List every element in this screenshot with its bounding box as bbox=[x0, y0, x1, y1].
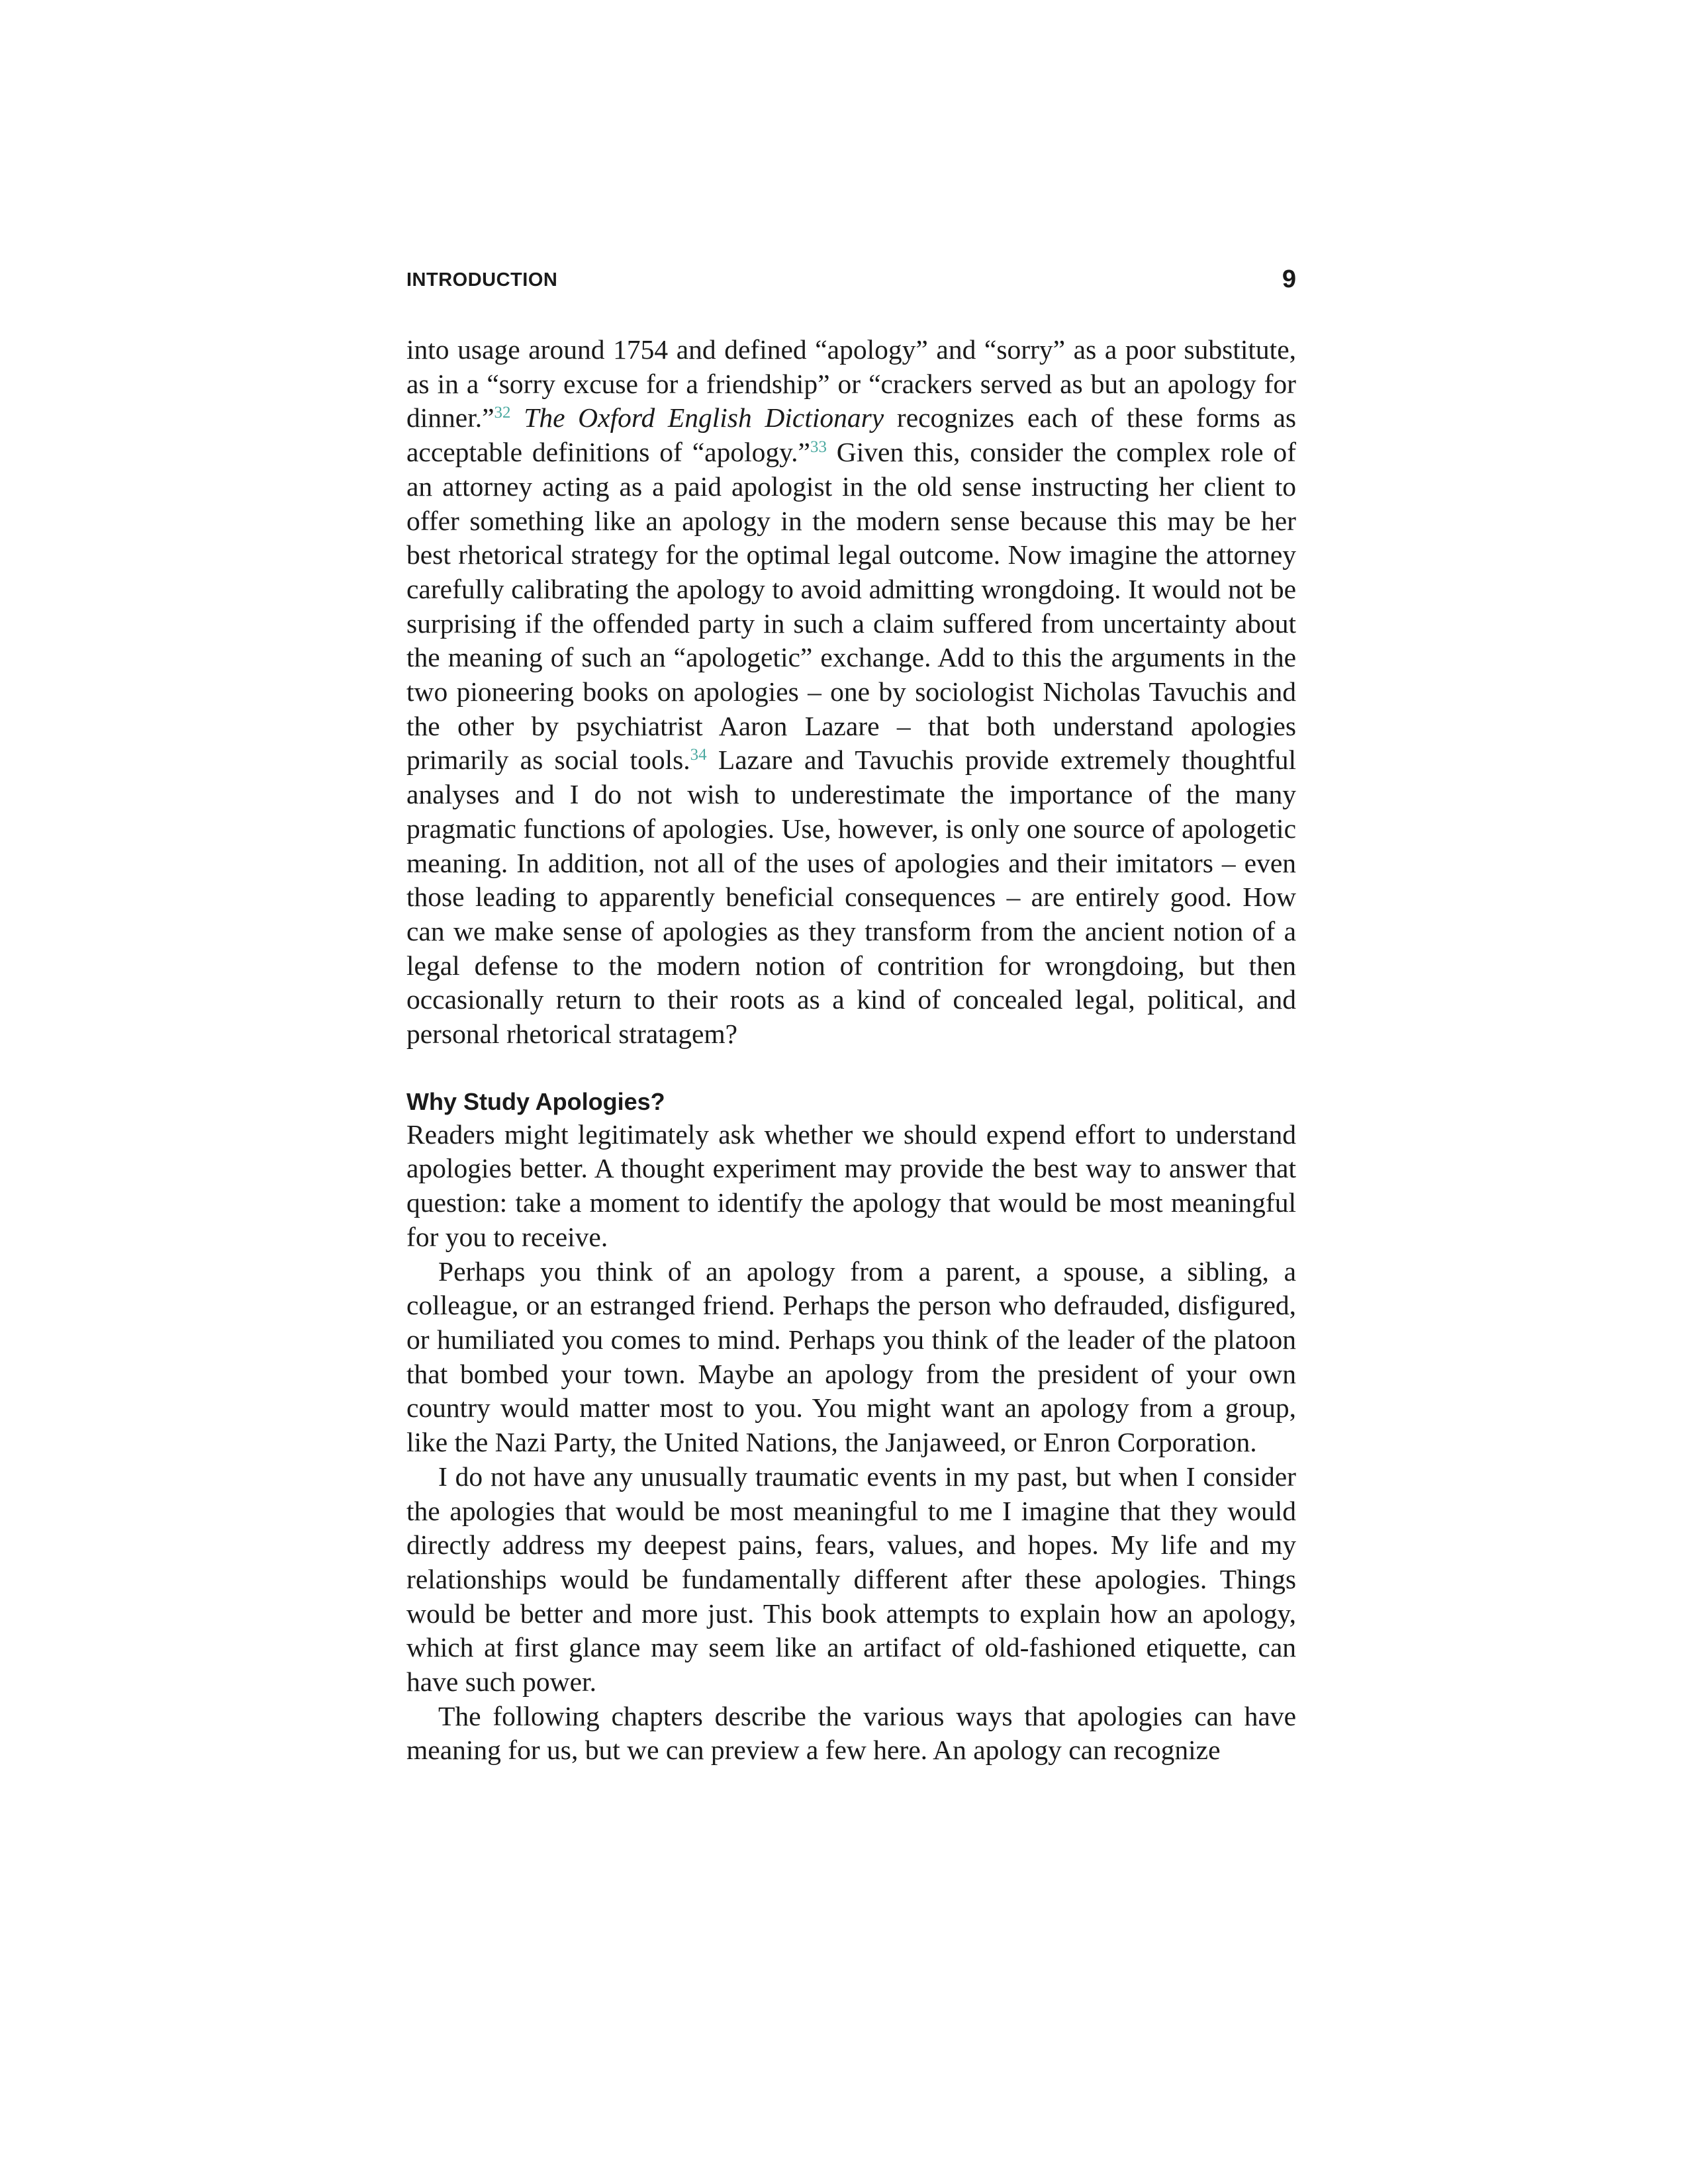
paragraph: Readers might legitimately ask whether we should expend effort to understand apologies better. A thought experiment may provide the best way to answer that question: take a moment to identify the apology that would be most meaningful for you to receive. bbox=[406, 1118, 1296, 1252]
body-text bbox=[406, 333, 1296, 1768]
page-number: 9 bbox=[1282, 265, 1296, 293]
running-title: INTRODUCTION bbox=[406, 269, 558, 291]
paragraph-text bbox=[511, 402, 524, 433]
paragraph-text: recognizes each of these forms as acceptable definitions of “apology.” bbox=[406, 402, 1297, 468]
footnote-ref-34[interactable]: 34 bbox=[690, 746, 707, 764]
running-head bbox=[406, 267, 1296, 298]
paragraph: I do not have any unusually traumatic events in my past, but when I consider the apologies that would be most meaningful to me I imagine that they would directly address my deepest pains, fears, values, and hopes. My life and my relationships would be fundamentally different after these apologies. Things would be better and more just. This book attempts to explain how an apology, which at first glance may seem like an artifact of old-fashioned etiquette, can have such power. bbox=[406, 1461, 1296, 1698]
paragraph: The following chapters describe the various ways that apologies can have meaning for us, but we can preview a few here. An apology can recognize bbox=[406, 1700, 1296, 1766]
paragraph-text: Given this, consider the complex role of an attorney acting as a paid apologist in the old sense instructing her client to offer something like an apology in the modern sense because this may be her best rhetorical strategy for the optimal legal outcome. Now imagine the attorney carefully calibrating the apology to avoid admitting wrongdoing. It would not be surprising if the offended party in such a claim suffered from uncertainty about the meaning of such an “apologetic” exchange. Add to this the arguments in the two pioneering books on apologies – one by sociologist Nicholas Tavuchis and the other by psychiatrist Aaron Lazare – that both understand apologies primarily as social tools. bbox=[406, 437, 1296, 776]
footnote-ref-32[interactable]: 32 bbox=[494, 404, 511, 422]
footnote-ref-33[interactable]: 33 bbox=[810, 438, 827, 457]
paragraph-continued bbox=[406, 333, 1296, 1052]
paragraph: Perhaps you think of an apology from a parent, a spouse, a sibling, a colleague, or an estranged friend. Perhaps the person who defrauded, disfigured, or humiliated you comes to mind. Perhaps you think of the leader of the platoon that bombed your town. Maybe an apology from the president of your own country would matter most to you. You might want an apology from a group, like the Nazi Party, the United Nations, the Janjaweed, or Enron Corporation. bbox=[406, 1255, 1296, 1458]
paragraph-text: Lazare and Tavuchis provide extremely thoughtful analyses and I do not wish to underestimate the importance of the many pragmatic functions of apologies. Use, however, is only one source of apologetic meaning. In addition, not all of the uses of apologies and their imitators – even those leading to apparently beneficial consequences – are entirely good. How can we make sense of apologies as they transform from the ancient notion of a legal defense to the modern notion of contrition for wrongdoing, but then occasionally return to their roots as a kind of concealed legal, political, and personal rhetorical stratagem? bbox=[406, 745, 1296, 1050]
section-heading: Why Study Apologies? bbox=[406, 1087, 665, 1115]
book-title: The Oxford English Dictionary bbox=[524, 402, 884, 433]
paragraph-text: into usage around 1754 and defined “apology” and “sorry” as a poor substitute, as in a “sorry excuse for a friendship” or “crackers served as but an apology for dinner.” bbox=[406, 334, 1296, 433]
